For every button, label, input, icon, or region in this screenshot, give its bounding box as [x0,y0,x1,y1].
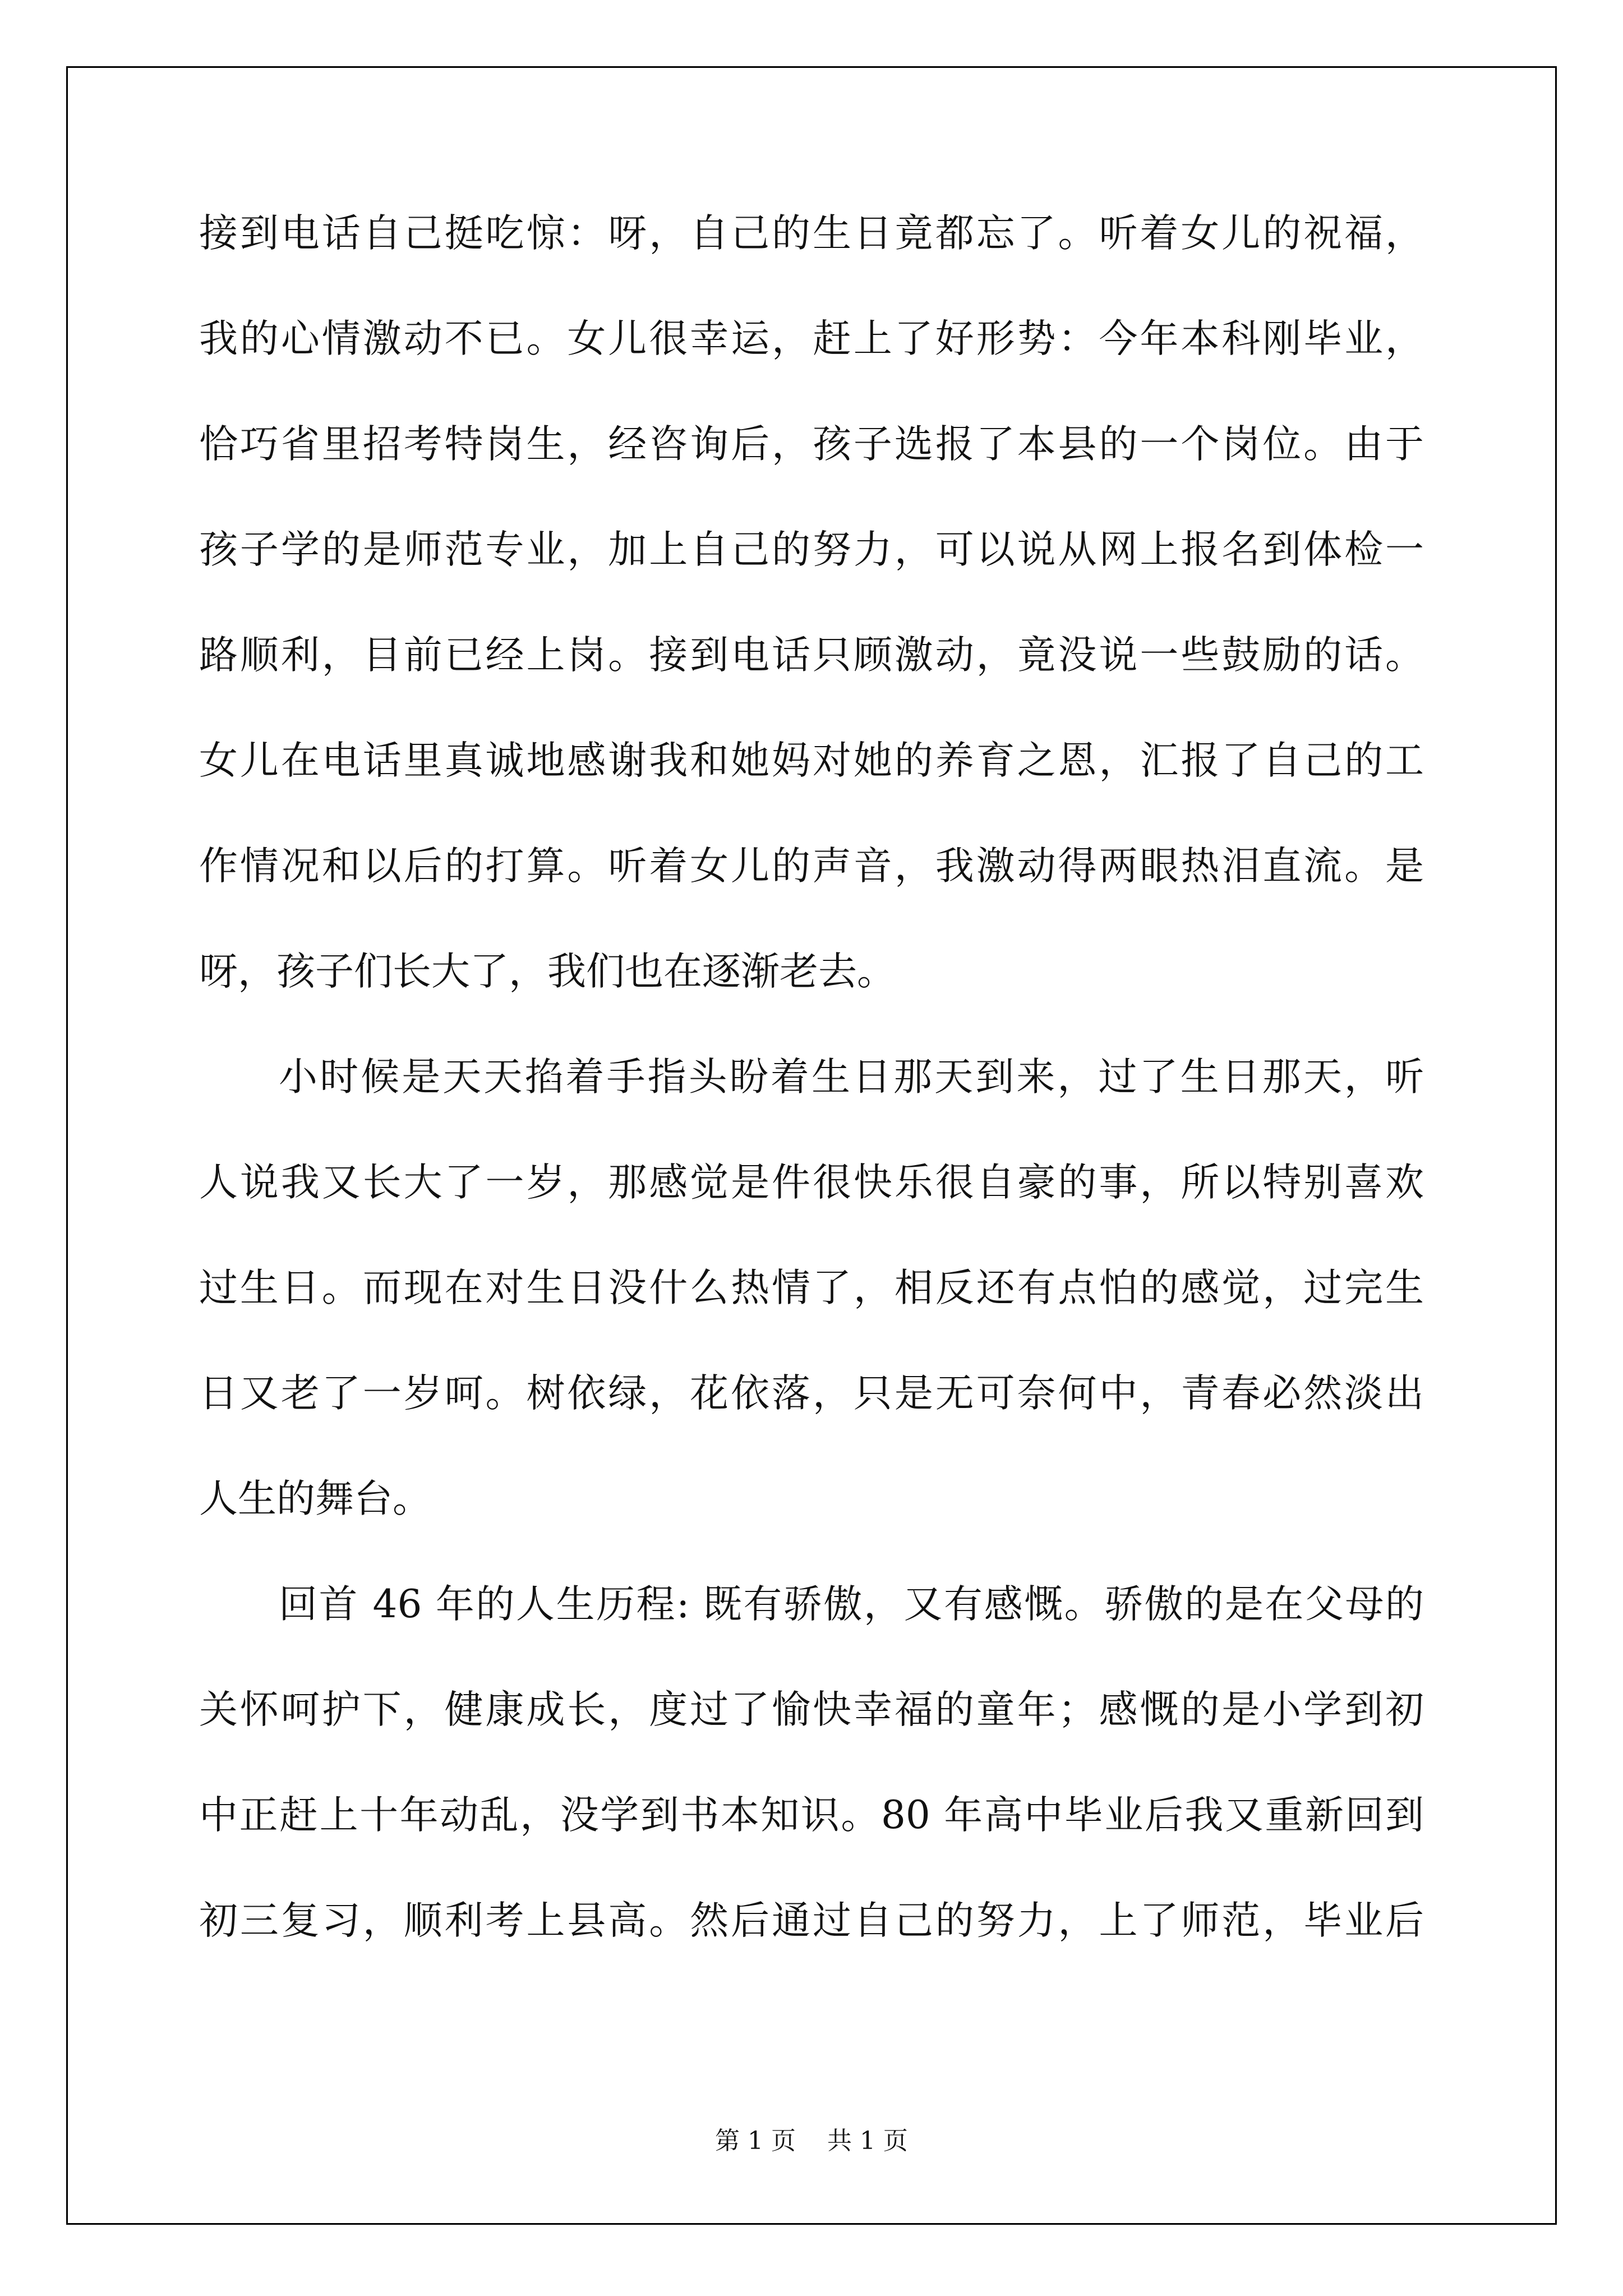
text-line: 人生的舞台。 [199,1476,431,1521]
text-line: 人说我又长大了一岁，那感觉是件很快乐很自豪的事，所以特别喜欢 [199,1160,1424,1205]
text-line: 日又老了一岁呵。树依绿，花依落，只是无可奈何中，青春必然淡出 [199,1371,1424,1416]
text-line: 关怀呵护下，健康成长，度过了愉快幸福的童年；感慨的是小学到初 [199,1687,1424,1732]
text-line: 路顺利，目前已经上岗。接到电话只顾激动，竟没说一些鼓励的话。 [199,633,1424,678]
text-line: 作情况和以后的打算。听着女儿的声音，我激动得两眼热泪直流。是 [199,844,1424,889]
text-line: 中正赶上十年动乱，没学到书本知识。80 年高中毕业后我又重新回到 [199,1793,1424,1838]
text-line: 过生日。而现在对生日没什么热情了，相反还有点怕的感觉，过完生 [199,1266,1424,1310]
text-line: 女儿在电话里真诚地感谢我和她妈对她的养育之恩，汇报了自己的工 [199,738,1424,783]
page-footer: 第 1 页 共 1 页 [715,2127,908,2155]
document-body [199,212,1424,2005]
text-line: 孩子学的是师范专业，加上自己的努力，可以说从网上报名到体检一 [199,527,1424,572]
text-line: 呀，孩子们长大了，我们也在逐渐老去。 [199,949,896,994]
text-line: 小时候是天天掐着手指头盼着生日那天到来，过了生日那天，听 [279,1055,1424,1099]
text-line: 回首 46 年的人生历程: 既有骄傲，又有感慨。骄傲的是在父母的 [279,1582,1424,1627]
text-line: 恰巧省里招考特岗生，经咨询后，孩子选报了本县的一个岗位。由于 [199,422,1424,467]
text-line: 初三复习，顺利考上县高。然后通过自己的努力，上了师范，毕业后 [199,1898,1424,1943]
text-line: 接到电话自己挺吃惊：呀，自己的生日竟都忘了。听着女儿的祝福， [199,211,1424,256]
text-line: 我的心情激动不已。女儿很幸运，赶上了好形势：今年本科刚毕业， [199,316,1424,361]
